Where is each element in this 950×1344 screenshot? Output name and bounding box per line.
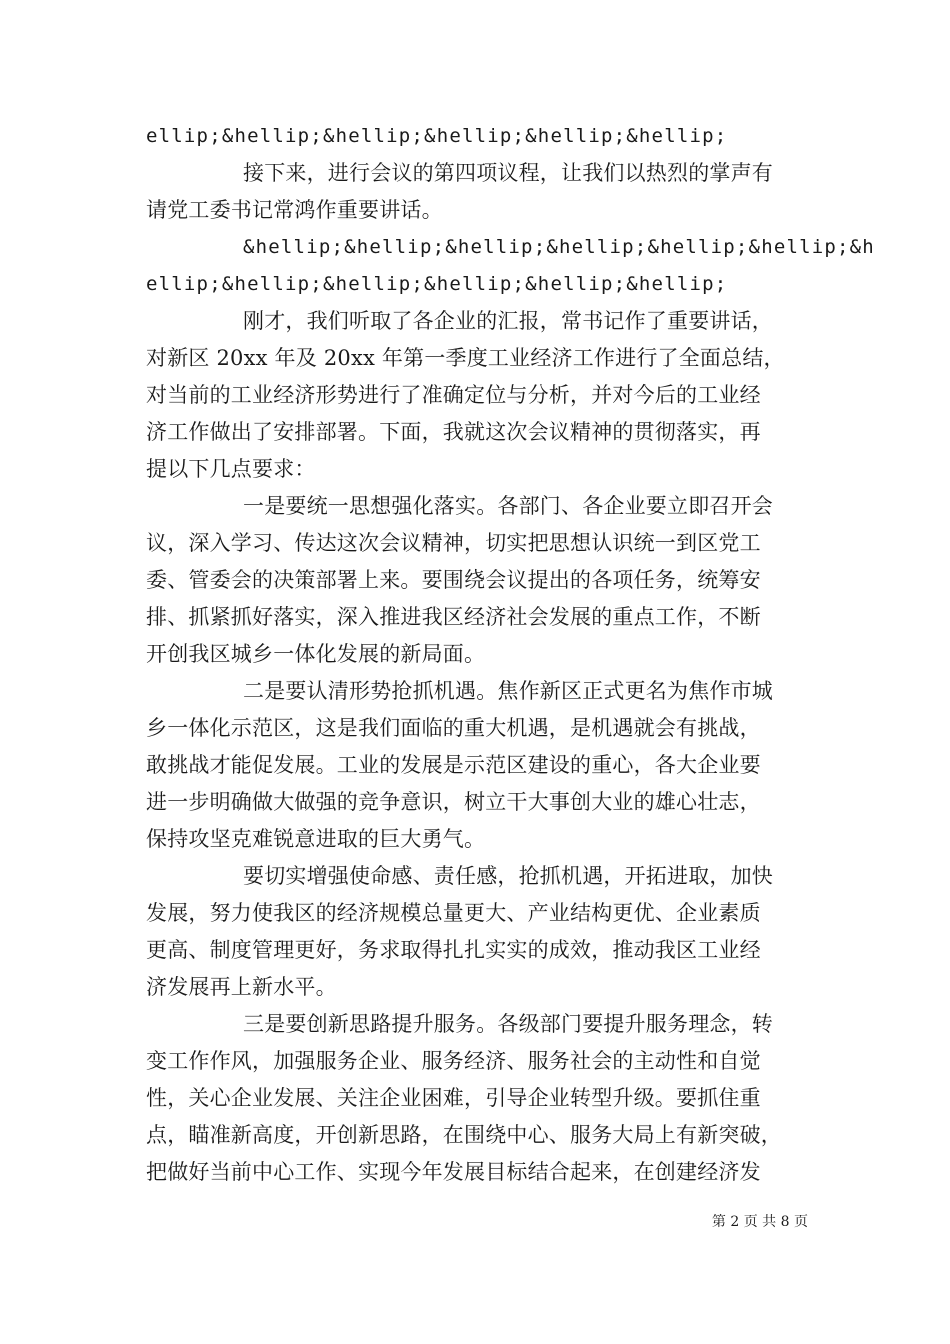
text-line: 刚才，我们听取了各企业的汇报，常书记作了重要讲话， xyxy=(243,309,773,333)
text-line: 变工作作风，加强服务企业、服务经济、服务社会的主动性和自觉 xyxy=(146,1049,761,1073)
text-line: 议，深入学习、传达这次会议精神，切实把思想认识统一到区党工 xyxy=(146,531,761,555)
text-line: 发展，努力使我区的经济规模总量更大、产业结构更优、企业素质 xyxy=(146,901,761,925)
text-line: 委、管委会的决策部署上来。要围绕会议提出的各项任务，统筹安 xyxy=(146,568,761,592)
text-line: 更高、制度管理更好，务求取得扎扎实实的成效，推动我区工业经 xyxy=(146,938,761,962)
page-number: 第 2 页 共 8 页 xyxy=(711,1214,808,1230)
text-line: 开创我区城乡一体化发展的新局面。 xyxy=(146,642,486,666)
text-line: ellip;&hellip;&hellip;&hellip;&hellip;&hellip; xyxy=(146,125,728,147)
text-line: 济发展再上新水平。 xyxy=(146,975,337,999)
text-line: 济工作做出了安排部署。下面，我就这次会议精神的贯彻落实，再 xyxy=(146,420,761,444)
text-line: 请党工委书记常鸿作重要讲话。 xyxy=(146,198,443,222)
text-line: 二是要认清形势抢抓机遇。焦作新区正式更名为焦作市城 xyxy=(243,679,773,703)
text-line: 保持攻坚克难锐意进取的巨大勇气。 xyxy=(146,827,486,851)
text-line: 要切实增强使命感、责任感，抢抓机遇，开拓进取，加快 xyxy=(243,864,773,888)
document-body xyxy=(146,118,875,1191)
text-line: &hellip;&hellip;&hellip;&hellip;&hellip;&hellip;&h xyxy=(243,236,875,258)
text-line: 对新区 20xx 年及 20xx 年第一季度工业经济工作进行了全面总结， xyxy=(146,346,785,370)
text-line: 一是要统一思想强化落实。各部门、各企业要立即召开会 xyxy=(243,494,773,518)
text-line: ellip;&hellip;&hellip;&hellip;&hellip;&hellip; xyxy=(146,273,728,295)
text-line: 排、抓紧抓好落实，深入推进我区经济社会发展的重点工作，不断 xyxy=(146,605,761,629)
text-line: 把做好当前中心工作、实现今年发展目标结合起来，在创建经济发 xyxy=(146,1160,761,1184)
text-line: 对当前的工业经济形势进行了准确定位与分析，并对今后的工业经 xyxy=(146,383,761,407)
text-line: 接下来，进行会议的第四项议程，让我们以热烈的掌声有 xyxy=(243,161,773,185)
text-line: 性，关心企业发展、关注企业困难，引导企业转型升级。要抓住重 xyxy=(146,1086,761,1110)
text-line: 进一步明确做大做强的竞争意识，树立干大事创大业的雄心壮志， xyxy=(146,790,761,814)
text-line: 敢挑战才能促发展。工业的发展是示范区建设的重心，各大企业要 xyxy=(146,753,761,777)
text-line: 三是要创新思路提升服务。各级部门要提升服务理念，转 xyxy=(243,1012,773,1036)
text-line: 乡一体化示范区，这是我们面临的重大机遇，是机遇就会有挑战， xyxy=(146,716,761,740)
page-footer xyxy=(0,1211,950,1231)
text-line: 提以下几点要求： xyxy=(146,457,316,481)
text-line: 点，瞄准新高度，开创新思路，在围绕中心、服务大局上有新突破， xyxy=(146,1123,782,1147)
